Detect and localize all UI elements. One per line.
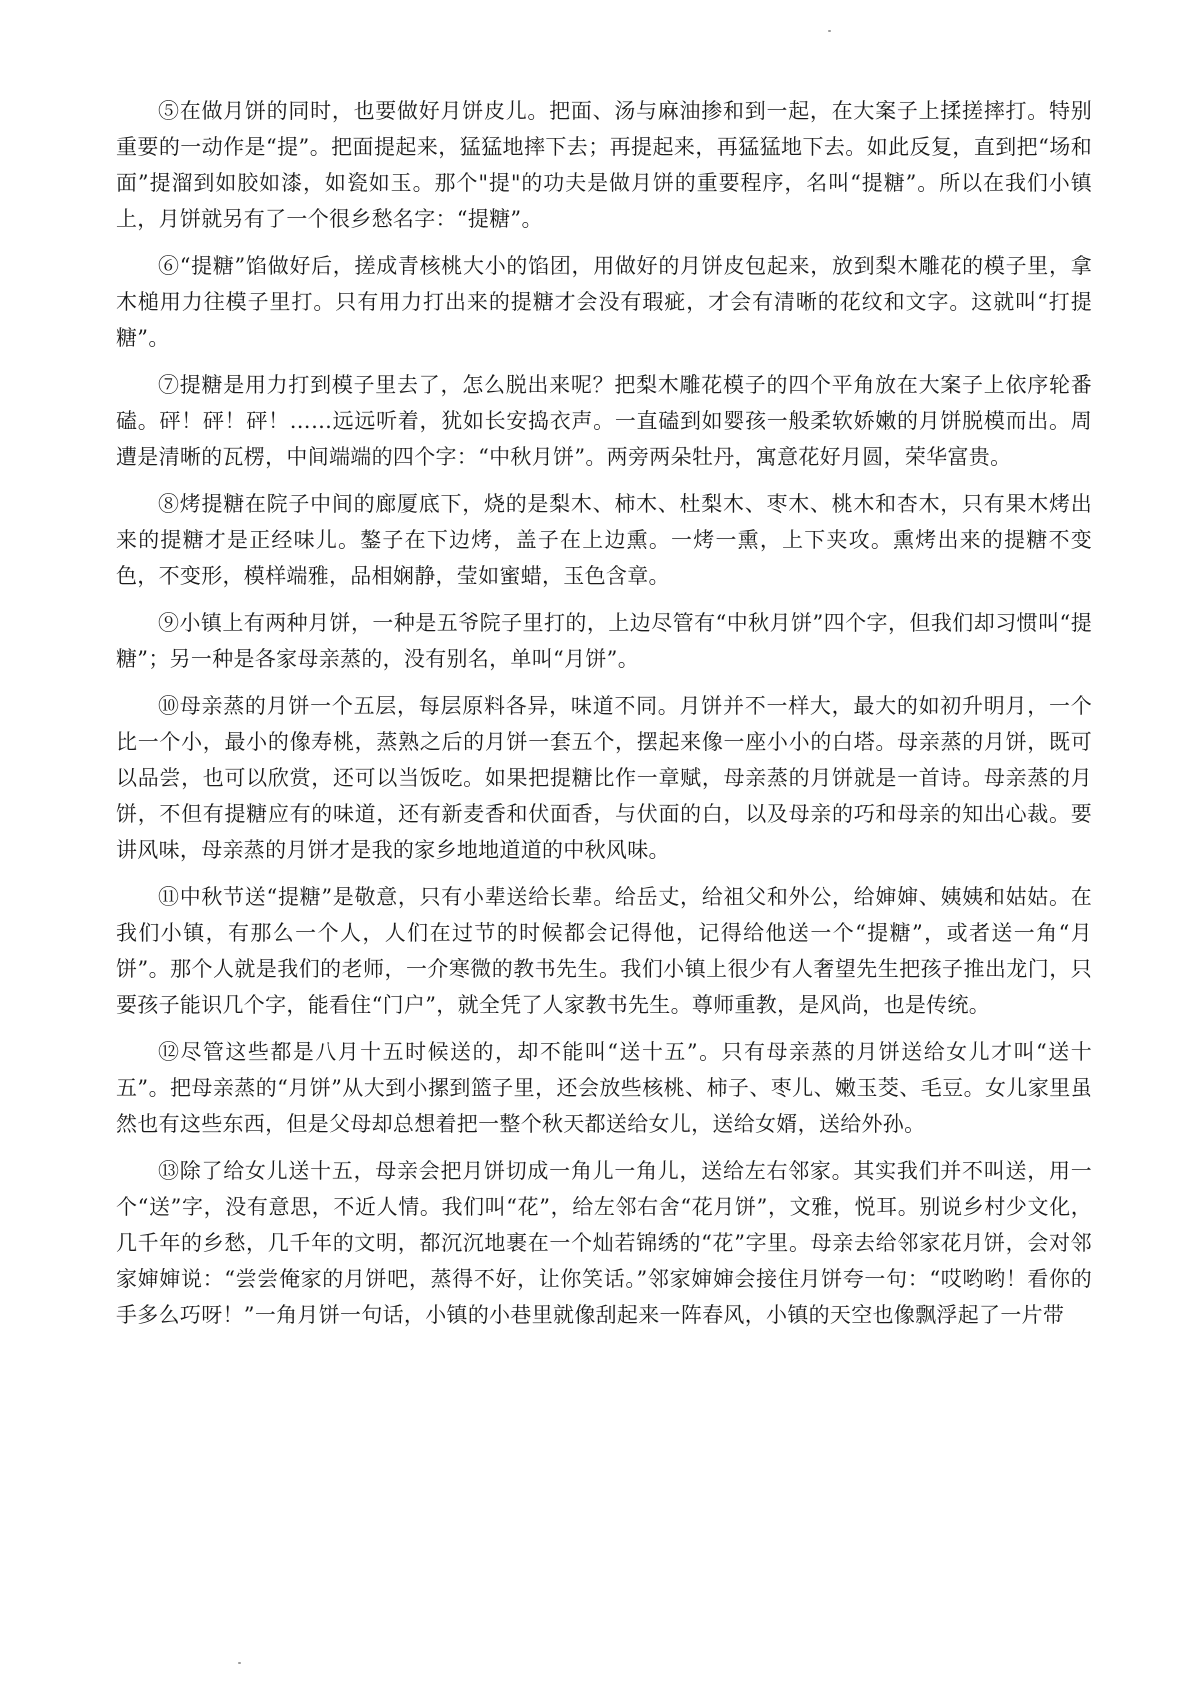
paragraph-10: ⑩母亲蒸的月饼一个五层，每层原料各异，味道不同。月饼并不一样大，最大的如初升明月，一个比一个小，最小的像寿桃，蒸熟之后的月饼一套五个，摆起来像一座小小的白塔。母亲蒸的月饼，既可以品尝，也可以欣赏，还可以当饭吃。如果把提糖比作一章赋，母亲蒸的月饼就是一首诗。母亲蒸的月饼，不但有提糖应有的味道，还有新麦香和伏面香，与伏面的白，以及母亲的巧和母亲的知出心裁。要讲风味，母亲蒸的月饼才是我的家乡地地道道的中秋风味。 [116,694,1092,862]
paragraph-13: ⑬除了给女儿送十五，母亲会把月饼切成一角儿一角儿，送给左右邻家。其实我们并不叫送，用一个“送”字，没有意思，不近人情。我们叫“花”，给左邻右舍“花月饼”，文雅，悦耳。别说乡村少文化，几千年的乡愁，几千年的文明，都沉沉地裹在一个灿若锦绣的“花”字里。母亲去给邻家花月饼，会对邻家婶婶说：“尝尝俺家的月饼吧，蒸得不好，让你笑话。”邻家婶婶会接住月饼夸一句：“哎哟哟！看你的手多么巧呀！”一角月饼一句话，小镇的小巷里就像刮起来一阵春风，小镇的天空也像飘浮起了一片带 [116,1159,1092,1327]
paragraph-8: ⑧烤提糖在院子中间的廊厦底下，烧的是梨木、柿木、杜梨木、枣木、桃木和杏木，只有果木烤出来的提糖才是正经味儿。鏊子在下边烤，盖子在上边熏。一烤一熏，上下夹攻。熏烤出来的提糖不变色，不变形，模样端雅，品相娴静，莹如蜜蜡，玉色含章。 [116,492,1092,588]
paragraph-12: ⑫尽管这些都是八月十五时候送的，却不能叫“送十五”。只有母亲蒸的月饼送给女儿才叫“送十五”。把母亲蒸的“月饼”从大到小摞到篮子里，还会放些核桃、柿子、枣儿、嫩玉茭、毛豆。女儿家里虽然也有这些东西，但是父母却总想着把一整个秋天都送给女儿，送给女婿，送给外孙。 [116,1040,1092,1136]
scan-speck [828,30,831,32]
paragraph-6: ⑥“提糖”馅做好后，搓成青核桃大小的馅团，用做好的月饼皮包起来，放到梨木雕花的模子里，拿木槌用力往模子里打。只有用力打出来的提糖才会没有瑕疵，才会有清晰的花纹和文字。这就叫“打提糖”。 [116,254,1092,350]
paragraph-7: ⑦提糖是用力打到模子里去了，怎么脱出来呢？把梨木雕花模子的四个平角放在大案子上依序轮番磕。砰！砰！砰！……远远听着，犹如长安捣衣声。一直磕到如婴孩一般柔软娇嫩的月饼脱模而出。周遭是清晰的瓦楞，中间端端的四个字：“中秋月饼”。两旁两朵牡丹，寓意花好月圆，荣华富贵。 [116,373,1092,469]
article-body [116,93,1092,1344]
paragraph-5: ⑤在做月饼的同时，也要做好月饼皮儿。把面、汤与麻油掺和到一起，在大案子上揉搓摔打。特别重要的一动作是“提”。把面提起来，猛猛地摔下去；再提起来，再猛猛地下去。如此反复，直到把“场和面”提溜到如胶如漆，如瓷如玉。那个"提"的功夫是做月饼的重要程序，名叫“提糖”。所以在我们小镇上，月饼就另有了一个很乡愁名字：“提糖”。 [116,99,1092,231]
paragraph-11: ⑪中秋节送“提糖”是敬意，只有小辈送给长辈。给岳丈，给祖父和外公，给婶婶、姨姨和姑姑。在我们小镇，有那么一个人，人们在过节的时候都会记得他，记得给他送一个“提糖”，或者送一角“月饼”。那个人就是我们的老师，一介寒微的教书先生。我们小镇上很少有人奢望先生把孩子推出龙门，只要孩子能识几个字，能看住“门户”，就全凭了人家教书先生。尊师重教，是风尚，也是传统。 [116,885,1092,1017]
paragraph-9: ⑨小镇上有两种月饼，一种是五爷院子里打的，上边尽管有“中秋月饼”四个字，但我们却习惯叫“提糖”；另一种是各家母亲蒸的，没有别名，单叫“月饼”。 [116,611,1093,671]
scan-speck [238,1662,241,1664]
